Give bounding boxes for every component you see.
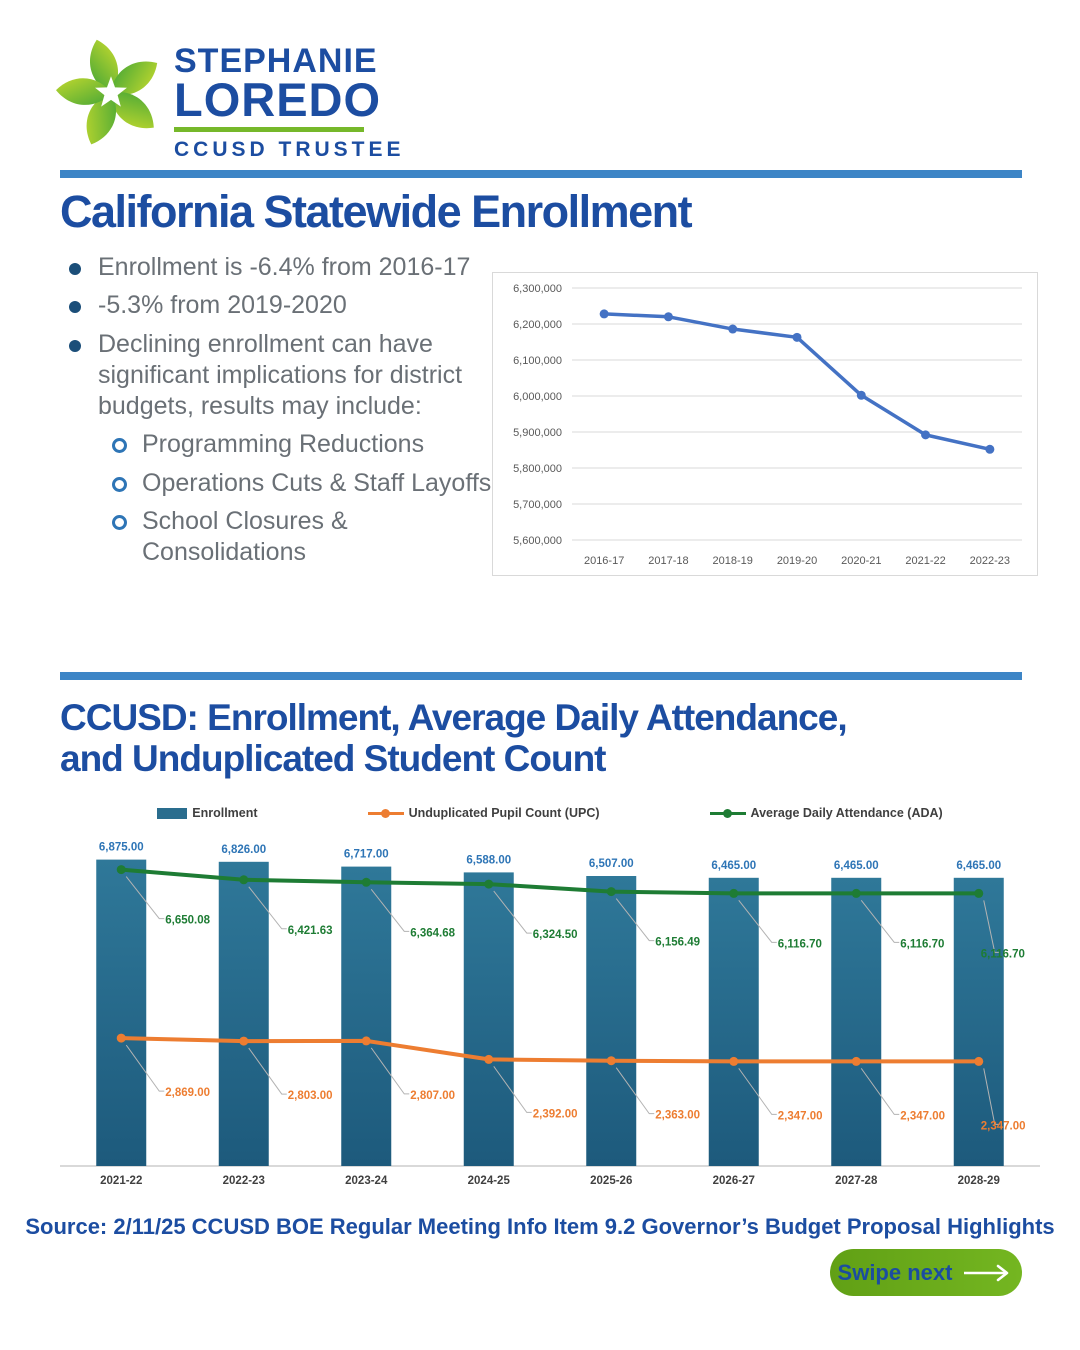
enrollment-bar	[96, 860, 146, 1166]
svg-text:6,421.63: 6,421.63	[287, 924, 333, 937]
ccusd-chart-legend	[60, 806, 1040, 820]
svg-text:6,717.00: 6,717.00	[343, 848, 389, 861]
svg-text:6,364.68: 6,364.68	[410, 927, 456, 940]
svg-text:6,875.00: 6,875.00	[98, 841, 144, 854]
svg-text:6,116.70: 6,116.70	[777, 938, 822, 951]
bullet-item: Declining enrollment can have significant implications for district budgets, results may include:	[62, 329, 492, 423]
svg-text:2023-24: 2023-24	[345, 1175, 388, 1187]
sub-bullet-item: Operations Cuts & Staff Layoffs	[62, 468, 492, 499]
enrollment-bar	[586, 876, 636, 1166]
statewide-enrollment-chart	[492, 272, 1038, 576]
svg-text:6,507.00: 6,507.00	[588, 858, 634, 870]
svg-text:2024-25: 2024-25	[467, 1175, 510, 1187]
svg-text:2025-26: 2025-26	[590, 1175, 633, 1187]
svg-text:5,800,000: 5,800,000	[513, 463, 562, 475]
svg-text:5,900,000: 5,900,000	[513, 427, 562, 439]
swipe-next-button[interactable]	[830, 1249, 1022, 1296]
svg-text:2021-22: 2021-22	[905, 555, 946, 567]
section1-title: California Statewide Enrollment	[60, 186, 692, 237]
legend-swatch	[368, 808, 404, 819]
svg-text:2020-21: 2020-21	[841, 555, 882, 567]
svg-text:2019-20: 2019-20	[776, 555, 818, 567]
flower-logo-icon	[52, 32, 170, 154]
enrollment-bar	[464, 872, 514, 1166]
svg-text:6,200,000: 6,200,000	[513, 319, 562, 331]
arrow-right-icon	[962, 1264, 1014, 1282]
svg-text:2018-19: 2018-19	[712, 555, 753, 567]
svg-text:2,347.00: 2,347.00	[900, 1110, 946, 1123]
svg-text:2,363.00: 2,363.00	[655, 1109, 701, 1122]
logo-first-name: STEPHANIE	[174, 42, 378, 80]
enrollment-bar	[341, 867, 391, 1166]
svg-text:6,588.00: 6,588.00	[466, 854, 512, 867]
legend-label: Enrollment	[192, 806, 258, 820]
legend-swatch	[710, 808, 746, 819]
svg-text:6,650.08: 6,650.08	[165, 914, 211, 927]
svg-text:5,600,000: 5,600,000	[513, 535, 562, 547]
section-divider-middle	[60, 672, 1022, 680]
legend-item	[157, 806, 257, 820]
svg-text:6,465.00: 6,465.00	[833, 859, 879, 872]
svg-text:6,000,000: 6,000,000	[513, 391, 562, 403]
enrollment-bar	[709, 878, 759, 1166]
enrollment-bar	[219, 862, 269, 1166]
section-divider-top	[60, 170, 1022, 178]
ccusd-enrollment-chart	[60, 838, 1040, 1190]
logo-last-name: LOREDO	[174, 73, 382, 126]
svg-text:6,465.00: 6,465.00	[711, 859, 757, 872]
enrollment-bar	[831, 878, 881, 1166]
legend-label: Unduplicated Pupil Count (UPC)	[408, 806, 600, 820]
svg-text:2,807.00: 2,807.00	[410, 1089, 456, 1102]
source-citation: Source: 2/11/25 CCUSD BOE Regular Meeting Info Item 9.2 Governor’s Budget Proposal Highlights	[25, 1214, 1055, 1239]
section2-title-line1: CCUSD: Enrollment, Average Daily Attendance,	[60, 697, 847, 738]
svg-text:6,324.50: 6,324.50	[532, 929, 578, 942]
svg-text:6,465.00: 6,465.00	[956, 859, 1002, 872]
svg-text:6,300,000: 6,300,000	[513, 283, 562, 295]
svg-text:6,100,000: 6,100,000	[513, 355, 562, 367]
svg-text:2017-18: 2017-18	[648, 555, 689, 567]
svg-text:6,156.49: 6,156.49	[655, 936, 701, 949]
legend-label: Average Daily Attendance (ADA)	[750, 806, 943, 820]
svg-text:2016-17: 2016-17	[583, 555, 625, 567]
logo	[52, 32, 405, 162]
logo-underline	[174, 127, 364, 132]
svg-text:2,347.00: 2,347.00	[980, 1120, 1026, 1133]
svg-text:2,869.00: 2,869.00	[165, 1087, 211, 1100]
svg-text:2,347.00: 2,347.00	[777, 1110, 823, 1123]
svg-text:2026-27: 2026-27	[712, 1175, 755, 1187]
bullet-item: Enrollment is -6.4% from 2016-17	[62, 252, 492, 283]
svg-text:2022-23: 2022-23	[969, 555, 1011, 567]
section2-title-line2: and Unduplicated Student Count	[60, 738, 606, 780]
legend-item	[368, 806, 600, 820]
legend-swatch	[157, 808, 187, 819]
legend-item	[710, 806, 943, 820]
swipe-next-label: Swipe next	[837, 1259, 953, 1285]
svg-text:2021-22: 2021-22	[100, 1175, 143, 1187]
bullet-item: -5.3% from 2019-2020	[62, 290, 492, 321]
svg-text:2027-28: 2027-28	[835, 1175, 878, 1187]
svg-text:6,116.70: 6,116.70	[980, 948, 1025, 961]
bullet-list	[62, 252, 492, 575]
section2-title	[60, 697, 847, 780]
svg-text:2,803.00: 2,803.00	[287, 1090, 333, 1103]
svg-text:6,826.00: 6,826.00	[221, 843, 267, 856]
svg-text:6,116.70: 6,116.70	[900, 938, 945, 951]
svg-text:2028-29: 2028-29	[957, 1175, 1000, 1187]
svg-text:2,392.00: 2,392.00	[532, 1108, 578, 1121]
sub-bullet-item: School Closures & Consolidations	[62, 506, 492, 569]
logo-subtitle: CCUSD TRUSTEE	[174, 137, 405, 161]
svg-text:5,700,000: 5,700,000	[513, 499, 562, 511]
svg-text:2022-23: 2022-23	[222, 1175, 265, 1187]
logo-text	[174, 44, 405, 162]
sub-bullet-item: Programming Reductions	[62, 429, 492, 460]
